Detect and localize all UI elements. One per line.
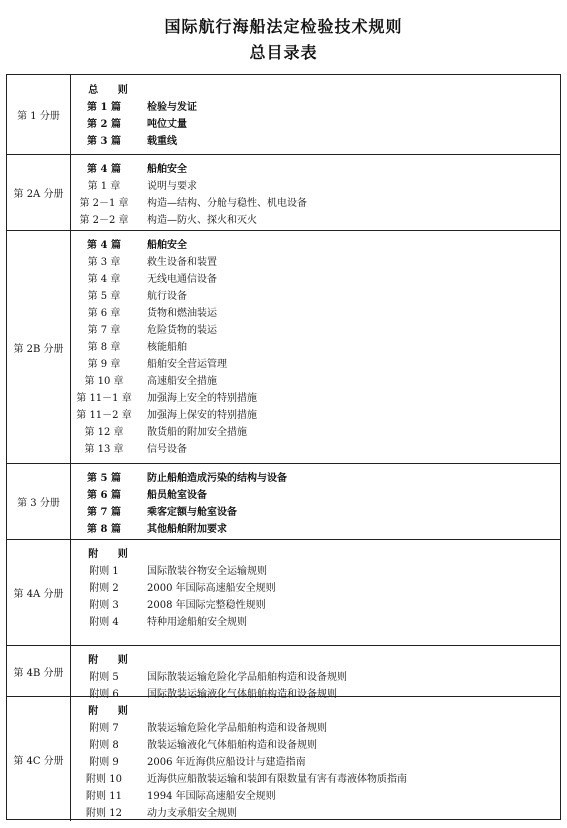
part-number: 第 4 篇: [87, 164, 121, 175]
contents-row: [7, 237, 560, 254]
part-number: 第 11－2 章: [76, 410, 132, 421]
part-title: 无线电通信设备: [147, 274, 217, 285]
part-number: 附则 7: [89, 723, 119, 734]
section-header: 附 则: [88, 655, 136, 666]
part-number: 附则 9: [89, 757, 119, 768]
part-number: 附则 10: [86, 774, 122, 785]
volume-label: 第 2B 分册: [7, 231, 71, 463]
contents-table: [6, 74, 561, 820]
part-number: 第 6 篇: [87, 490, 121, 501]
part-title: 散装运输危险化学品船舶构造和设备规则: [147, 723, 327, 734]
part-title: 检验与发证: [147, 102, 197, 113]
contents-row: [7, 580, 560, 597]
contents-row: [7, 771, 560, 788]
contents-row: [7, 116, 560, 133]
part-title: 近海供应船散装运输和装卸有限数量有害有毒液体物质指南: [147, 774, 407, 785]
contents-row: [7, 212, 560, 229]
part-number: 第 10 章: [84, 376, 124, 387]
contents-row: [7, 305, 560, 322]
part-number: 附则 4: [89, 617, 119, 628]
contents-row: [7, 614, 560, 631]
part-number: 第 7 篇: [87, 507, 121, 518]
part-number: 第 9 章: [87, 359, 121, 370]
contents-row: [7, 563, 560, 580]
part-number: 第 2－1 章: [79, 198, 129, 209]
contents-row: [7, 805, 560, 822]
contents-row: [7, 737, 560, 754]
contents-row: [7, 99, 560, 116]
contents-row: [7, 487, 560, 504]
contents-row: [7, 133, 560, 150]
volume-section: [7, 645, 560, 700]
part-title: 国际散装谷物安全运输规则: [147, 566, 267, 577]
part-title: 核能船舶: [147, 342, 187, 353]
contents-row: [7, 669, 560, 686]
part-title: 加强海上保安的特别措施: [147, 410, 257, 421]
part-title: 船舶安全营运管理: [147, 359, 227, 370]
part-number: 第 4 篇: [87, 240, 121, 251]
part-number: 附则 11: [86, 791, 122, 802]
section-header: 附 则: [88, 706, 136, 717]
volume-label: 第 4A 分册: [7, 540, 71, 645]
part-title: 1994 年国际高速船安全规则: [147, 791, 276, 802]
volume-label: 第 2A 分册: [7, 155, 71, 230]
contents-row: [7, 788, 560, 805]
part-number: 附则 1: [89, 566, 119, 577]
contents-row: [7, 288, 560, 305]
part-title: 防止船舶造成污染的结构与设备: [147, 473, 287, 484]
section-header: 附 则: [88, 549, 136, 560]
contents-row: [7, 470, 560, 487]
part-number: 第 3 篇: [87, 136, 121, 147]
volume-section: [7, 463, 560, 539]
part-number: 第 2－2 章: [79, 215, 129, 226]
contents-row: [7, 82, 560, 99]
part-title: 船员舱室设备: [147, 490, 207, 501]
contents-row: [7, 521, 560, 538]
volume-section: [7, 75, 560, 154]
contents-row: [7, 195, 560, 212]
volume-section: [7, 539, 560, 645]
part-number: 第 1 篇: [87, 102, 121, 113]
part-number: 附则 3: [89, 600, 119, 611]
contents-row: [7, 161, 560, 178]
part-title: 高速船安全措施: [147, 376, 217, 387]
contents-row: [7, 407, 560, 424]
part-title: 特种用途船舶安全规则: [147, 617, 247, 628]
part-number: 附则 12: [86, 808, 122, 819]
part-title: 构造—防火、探火和灭火: [147, 215, 257, 226]
part-title: 载重线: [147, 136, 177, 147]
part-title: 船舶安全: [147, 240, 187, 251]
section-header: 总 则: [88, 85, 136, 96]
part-number: 第 5 章: [87, 291, 121, 302]
part-number: 附则 8: [89, 740, 119, 751]
part-number: 第 5 篇: [87, 473, 121, 484]
part-number: 第 11－1 章: [76, 393, 132, 404]
contents-row: [7, 339, 560, 356]
contents-row: [7, 254, 560, 271]
part-title: 动力支承船安全规则: [147, 808, 237, 819]
contents-row: [7, 652, 560, 669]
part-number: 第 1 章: [87, 181, 121, 192]
contents-row: [7, 546, 560, 563]
contents-row: [7, 597, 560, 614]
part-title: 2006 年近海供应船设计与建造指南: [147, 757, 306, 768]
part-title: 2000 年国际高速船安全规则: [147, 583, 276, 594]
part-number: 第 2 篇: [87, 119, 121, 130]
contents-row: [7, 271, 560, 288]
contents-row: [7, 178, 560, 195]
part-number: 第 3 章: [87, 257, 121, 268]
volume-label: 第 3 分册: [7, 464, 71, 539]
part-number: 附则 5: [89, 672, 119, 683]
part-number: 附则 6: [89, 689, 119, 700]
contents-row: [7, 441, 560, 458]
contents-row: [7, 390, 560, 407]
contents-row: [7, 720, 560, 737]
contents-row: [7, 424, 560, 441]
part-title: 危险货物的装运: [147, 325, 217, 336]
volume-label: 第 4C 分册: [7, 697, 71, 821]
contents-row: [7, 504, 560, 521]
contents-row: [7, 322, 560, 339]
part-title: 说明与要求: [147, 181, 197, 192]
part-title: 信号设备: [147, 444, 187, 455]
document-subtitle: 总目录表: [249, 43, 318, 62]
part-number: 附则 2: [89, 583, 119, 594]
part-number: 第 8 章: [87, 342, 121, 353]
part-title: 货物和燃油装运: [147, 308, 217, 319]
part-title: 国际散装运输液化气体船舶构造和设备规则: [147, 689, 337, 700]
part-number: 第 13 章: [84, 444, 124, 455]
part-title: 其他船舶附加要求: [147, 524, 227, 535]
part-title: 散装运输液化气体船舶构造和设备规则: [147, 740, 317, 751]
part-title: 加强海上安全的特别措施: [147, 393, 257, 404]
part-title: 船舶安全: [147, 164, 187, 175]
contents-row: [7, 373, 560, 390]
contents-row: [7, 754, 560, 771]
part-number: 第 12 章: [84, 427, 124, 438]
volume-section: [7, 154, 560, 230]
part-number: 第 7 章: [87, 325, 121, 336]
part-number: 第 6 章: [87, 308, 121, 319]
part-number: 第 8 篇: [87, 524, 121, 535]
part-title: 构造—结构、分舱与稳性、机电设备: [147, 198, 307, 209]
part-title: 吨位丈量: [147, 119, 187, 130]
volume-section: [7, 230, 560, 463]
part-title: 航行设备: [147, 291, 187, 302]
volume-section: [7, 696, 560, 821]
part-title: 乘客定额与舱室设备: [147, 507, 237, 518]
part-title: 救生设备和装置: [147, 257, 217, 268]
part-title: 散货船的附加安全措施: [147, 427, 247, 438]
part-number: 第 4 章: [87, 274, 121, 285]
part-title: 国际散装运输危险化学品船舶构造和设备规则: [147, 672, 347, 683]
part-title: 2008 年国际完整稳性规则: [147, 600, 266, 611]
document-title: 国际航行海船法定检验技术规则: [164, 17, 403, 36]
contents-row: [7, 356, 560, 373]
volume-label: 第 1 分册: [7, 75, 71, 154]
contents-row: [7, 703, 560, 720]
volume-label: 第 4B 分册: [7, 646, 71, 696]
